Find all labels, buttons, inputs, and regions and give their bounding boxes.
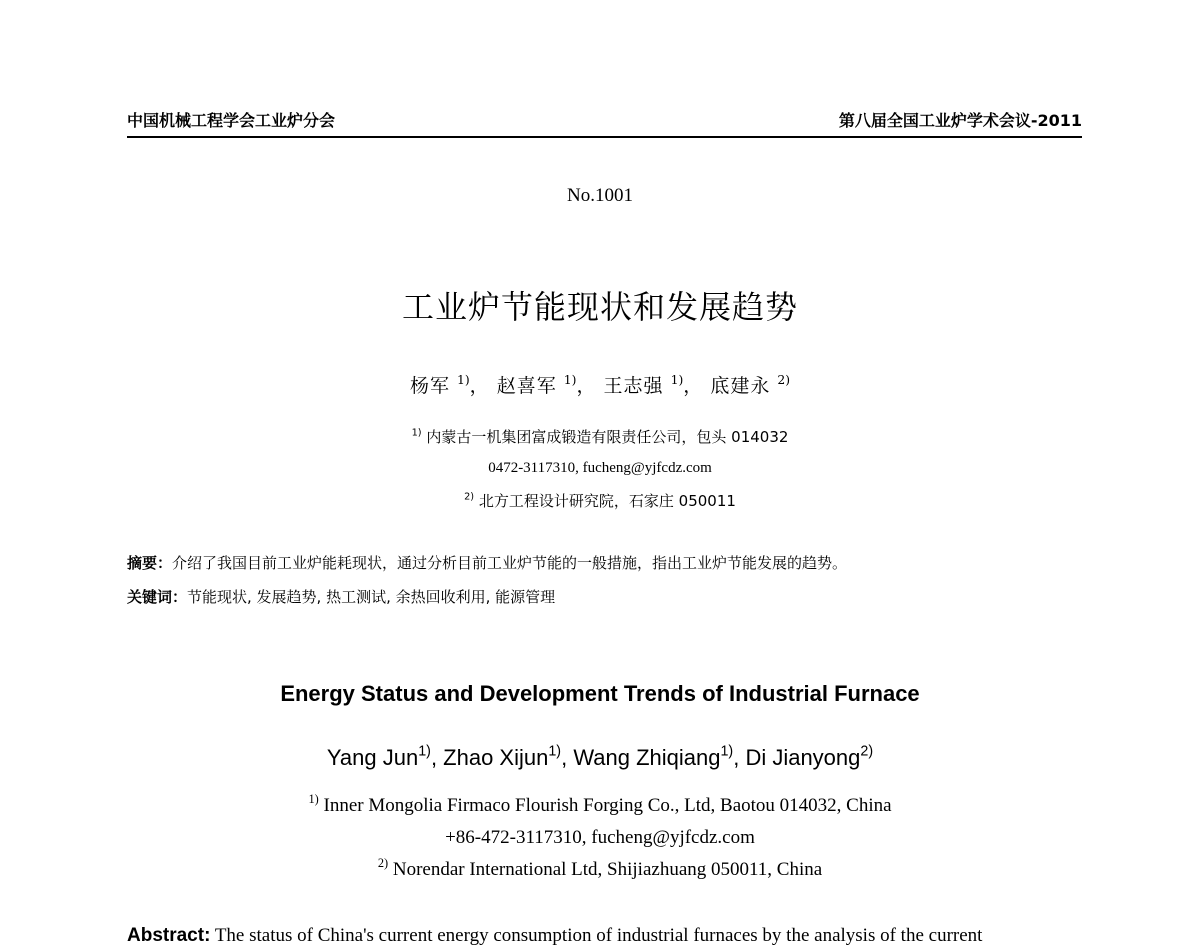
author-separator: , [430, 745, 444, 770]
running-header [127, 108, 1082, 138]
abstract-text: The status of China's current energy consumption of industrial furnaces by the analysis of the current [214, 925, 983, 946]
author-separator: , [733, 745, 746, 770]
keywords-text: 节能现状, 发展趋势, 热工测试, 余热回收利用, 能源管理 [187, 588, 556, 606]
author-separator: ， [576, 375, 597, 397]
author-affiliation-mark: 1) [418, 743, 431, 760]
affiliation-text: Norendar International Ltd, Shijiazhuang 050011, China [392, 859, 823, 880]
affiliation-text: 内蒙古一机集团富成锻造有限责任公司，包头 014032 [426, 428, 789, 446]
english-title: Energy Status and Development Trends of Industrial Furnace [280, 681, 920, 706]
chinese-authors [0, 372, 1200, 400]
chinese-affiliation-contact: 0472-3117310, fucheng@yjfcdz.com [488, 460, 712, 476]
affiliation-mark: 2) [464, 491, 475, 503]
author-affiliation-mark: 1) [670, 372, 684, 387]
author-name: 杨军 [409, 375, 450, 397]
author-affiliation-mark: 1) [720, 743, 734, 760]
keywords-label: 关键词： [127, 588, 188, 606]
author-name: 底建永 [710, 375, 771, 397]
author-affiliation-mark: 2) [860, 743, 874, 760]
author-affiliation-mark: 1) [457, 372, 470, 387]
affiliation-mark: 2) [377, 855, 389, 870]
header-conference: 第八届全国工业炉学术会议-2011 [838, 111, 1082, 130]
chinese-keywords [127, 587, 1082, 607]
affiliation-text: Inner Mongolia Firmaco Flourish Forging Co., Ltd, Baotou 014032, China [323, 795, 892, 816]
abstract-label: Abstract: [127, 925, 211, 946]
chinese-affiliation-2 [0, 491, 1200, 511]
author-name: Di Jianyong [745, 745, 861, 770]
abstract-text: 介绍了我国目前工业炉能耗现状，通过分析目前工业炉节能的一般措施，指出工业炉节能发展的趋势。 [172, 554, 848, 572]
author-name: Yang Jun [326, 745, 419, 770]
author-name: Zhao Xijun [443, 745, 549, 770]
paper-number: No.1001 [567, 185, 633, 206]
author-affiliation-mark: 2) [777, 372, 791, 387]
author-affiliation-mark: 1) [548, 743, 562, 760]
affiliation-mark: 1) [308, 791, 319, 806]
author-name: 王志强 [603, 375, 664, 397]
header-society: 中国机械工程学会工业炉分会 [127, 111, 336, 130]
affiliation-text: 北方工程设计研究院，石家庄 050011 [478, 492, 736, 510]
author-separator: , [561, 745, 574, 770]
chinese-affiliation-1 [0, 427, 1200, 447]
author-separator: ， [683, 375, 704, 397]
english-abstract [127, 924, 1087, 948]
chinese-abstract [127, 553, 1082, 573]
chinese-title: 工业炉节能现状和发展趋势 [401, 288, 798, 326]
english-authors [0, 743, 1200, 773]
english-affiliation-2 [0, 855, 1200, 882]
author-affiliation-mark: 1) [563, 372, 577, 387]
english-affiliation-1 [0, 791, 1200, 818]
author-separator: ， [469, 375, 490, 397]
author-name: 赵喜军 [496, 375, 557, 397]
author-name: Wang Zhiqiang [573, 745, 721, 770]
english-affiliation-contact: +86-472-3117310, fucheng@yjfcdz.com [445, 827, 755, 848]
abstract-label: 摘要： [127, 554, 173, 572]
affiliation-mark: 1) [411, 427, 422, 439]
